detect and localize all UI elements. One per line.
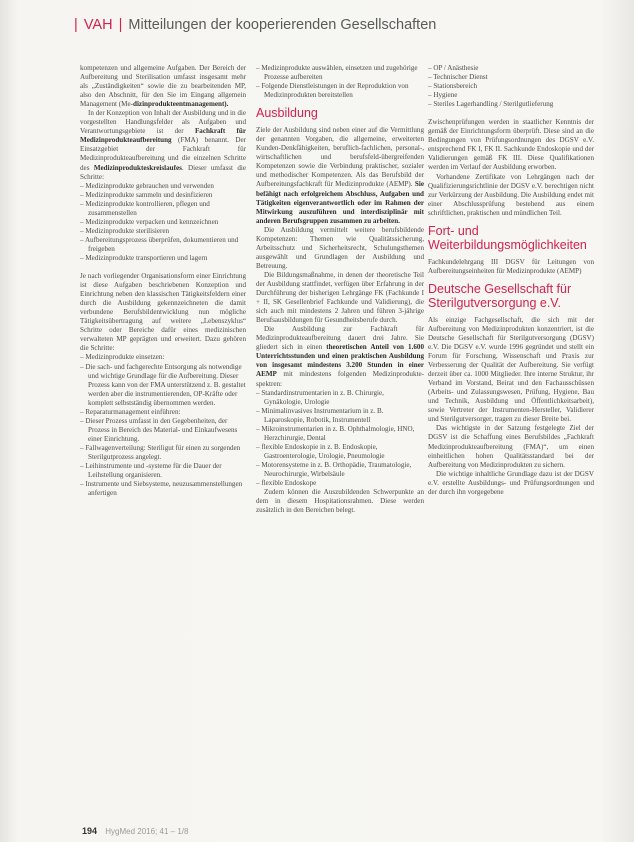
col2-p1-bold: Sie befähigt nach erfolgreichem Abschluss, Aufgaben und Tätigkeiten eigenverantwortlich oder im Rahmen der Mitwirkung auszuführen und interdisziplinär mit anderen Berufsgruppen zusammen zu arbeiten.	[256, 180, 424, 225]
col2-p1-text: Ziele der Ausbildung sind neben einer auf die Vermittlung der genannten Vorgaben, die allgemeine, erweiterten Kunden-Denkfähigkeiten, beruflich-fachlichen, personal-, wirtschaftlichen und berufsfeld-übergreifenden Kompetenzen sowie die Verbindung praktischer, sozialer und methodischer Kompetenzen. Als das Berufsbild der Aufbereitungsfachkraft für Medizinprodukte (AEMP).	[256, 126, 424, 189]
list-item: – Medizinprodukte auswählen, einsetzen und zugehörige Prozesse aufbereiten	[256, 64, 424, 82]
list-item: – Mikroinstrumentarien in z. B. Ophthalmologie, HNO, Herzchirurgie, Dental	[256, 425, 424, 443]
list-item: – Medizinprodukte gebrauchen und verwenden	[80, 182, 246, 191]
list-item: – Medizinprodukte kontrollieren, pflegen und zusammenstellen	[80, 200, 246, 218]
col1-p2-bold-a: Fachkraft für Medizinprodukteaufbereitung	[80, 127, 246, 145]
list-item: – Minimalinvasives Instrumentarium in z. B. Laparoskopie, Robotik, Instrumentell	[256, 407, 424, 425]
list-item: – Medizinprodukte transportieren und lagern	[80, 254, 246, 263]
page-number: 194	[82, 826, 98, 836]
list-item: – Folgende Dienstleistungen in der Reproduktion von Medizinprodukten bereitstellen	[256, 82, 424, 100]
list-item: – Fallwagenverteilung: Steriligut für einen zu sorgenden Sterilgutprozess angelegt.	[80, 444, 246, 462]
col1-list-1	[80, 182, 246, 263]
header-bar-left: |	[74, 17, 78, 33]
col1-paragraph-1	[80, 64, 246, 109]
header-title: Mitteilungen der kooperierenden Gesellschaften	[128, 17, 437, 33]
column-2	[256, 64, 424, 774]
col3-list-1	[428, 64, 594, 109]
header-brand: VAH	[83, 17, 113, 33]
section-heading-dgsv: Deutsche Gesellschaft für Sterilgutversorgung e.V.	[428, 281, 572, 310]
page-header	[72, 14, 614, 36]
list-item: – flexible Endoskope	[256, 479, 424, 488]
list-item: – Standardinstrumentarien in z. B. Chirurgie, Gynäkologie, Urologie	[256, 389, 424, 407]
col2-paragraph-1	[256, 126, 424, 226]
col1-paragraph-2	[80, 109, 246, 181]
col1-p2-text-b: (FMA) benannt. Der Einsatzgebiet der Fachkraft für Medizinprodukteaufbereitung und die einzelnen Schritte des	[80, 136, 246, 172]
column-3	[428, 64, 594, 774]
col3-paragraph-6: Die wichtige inhaltliche Grundlage dazu ist der DGSV e.V. erstellte Ausbildungs- und Prüfungsordnungen und der durch ihn vorgegebene	[428, 469, 594, 496]
col3-paragraph-4: Als einzige Fachgesellschaft, die sich mit der Aufbereitung von Medizinprodukten konzentriert, ist die Deutsche Gesellschaft für Sterilgutversorgung (DGSV) e.V. Die DGSV e.V. wurde 1996 gegründet und stellt ein Forum für Forschung, Wissenschaft und Praxis zur Verbesserung der Qualität der Aufbereitung. Sie verfügt derzeit über ca. 1000 Mitglieder. Ihre interne Struktur, ihr Verband im Vorstand, Beirat und den Fachausschüssen (Arbeits- und Zulassungswesen, Prüfung, Hygiene, Bau und Technik, Ausbildung und Öffentlichkeitsarbeit), sowie Vertreter der Instrumenten-Hersteller, Validierer und Sterilgutversorger, tragen zu dieser Breite bei.	[428, 315, 594, 424]
col1-p2-text-a: In der Konzeption von Inhalt der Ausbildung und in die vorgestellten Handlungsfelder als Aufgaben und Verantwortungsgebiete ist der	[80, 109, 246, 136]
col3-paragraph-2: Vorhandene Zertifikate von Lehrgängen nach der Qualifizierungsrichtlinie der DGSV e.V. berechtigen nicht zur Verkürzung der Ausbildung. Die Ausbildung endet mit einer Abschlussprüfung bestehend aus einem schriftlichen, praktischen und mündlichen Teil.	[428, 172, 594, 217]
col1-list-2	[80, 353, 246, 498]
col1-p2-bold-b: Medizinprodukteskreislaufes	[93, 163, 182, 172]
col2-p4-text-b: mit mindestens folgenden Medizinprodukte-spektren:	[256, 370, 424, 388]
col2-p4-text-a: Die Ausbildung zur Fachkraft für Medizinprodukteaufbereitung dauert drei Jahre. Sie gliedert sich in einen	[256, 325, 424, 352]
page-footer	[82, 826, 188, 836]
col2-paragraph-2: Die Ausbildung vermittelt weitere berufsbildende Kompetenzen: Themen wie Qualitätssicherung, Arbeitsschutz und Sicherheitsrecht, Schulungsthemen ausgewählt und Grundlagen der Ausbildung und Betreuung.	[256, 225, 424, 270]
col1-p1-bold: dizinprodukteentmanagement).	[133, 100, 229, 109]
list-item: – Hygiene	[428, 91, 594, 100]
col3-paragraph-1: Zwischenprüfungen werden in staatlicher Kenntnis der gemäß der Einrichtungsform überprüft. Diese sind an die Bedingungen von Prüfungsordnungen des DGSV e.V. entsprechend FK I, FK II. Sachkunde Endoskopie und der Validierungen gemäß FK III. Diese Qualifikationen werden im Verlauf der Ausbildung erworben.	[428, 118, 594, 172]
col2-p4-bold: theoretischen Anteil von 1.600 Unterrichtsstunden und einen praktischen Ausbildung von insgesamt mindestens 3.200 Stunden in einer AEMP	[256, 343, 424, 379]
list-item: – Medizinprodukte einsetzen:	[80, 353, 246, 362]
list-item: – OP / Anästhesie	[428, 64, 594, 73]
list-item: – Steriles Lagerhandling / Sterilgutlieferung	[428, 100, 594, 109]
list-item: – Medizinprodukte verpacken und kennzeichnen	[80, 218, 246, 227]
header-bar-mid: |	[118, 17, 123, 33]
list-item: – Leihinstrumente und -systeme für die Dauer der Leihstellung organisieren.	[80, 462, 246, 480]
col2-list-1	[256, 64, 424, 100]
list-item: – Technischer Dienst	[428, 73, 594, 82]
col3-paragraph-3: Fachkundelehrgang III DGSV für Leitungen von Aufbereitungseinheiten für Medizinprodukte (AEMP)	[428, 257, 594, 275]
list-item: – Motorensysteme in z. B. Orthopädie, Traumatologie, Neurochirurgie, Wirbelsäule	[256, 461, 424, 479]
col1-p1-text: kompetenzen und allgemeine Aufgaben. Der Bereich der Aufbereitung und Sterilisation umfasst insgesamt mehr als „Zuständigkeiten“ sowie die zu bearbeitenden MP, also den Abschnitt, für den Sie im Eingang allgemein Management (Me-	[80, 64, 246, 109]
list-item: – Medizinprodukte sterilisieren	[80, 227, 246, 236]
col2-list-2	[256, 389, 424, 489]
col1-p2-text-c: . Dieser umfasst die Schritte:	[80, 163, 246, 181]
column-1	[80, 64, 246, 774]
col2-paragraph-4	[256, 325, 424, 388]
list-item: – Stationsbereich	[428, 82, 594, 91]
col2-paragraph-5: Zudem können die Auszubildenden Schwerpunkte an dem in diesem Hospitationsrahmen. Diese werden zusätzlich in den Bereichen belegt.	[256, 488, 424, 515]
section-heading-weiterbildung: Fort- und Weiterbildungsmöglichkeiten	[428, 223, 587, 252]
list-item: – Medizinprodukte sammeln und desinfizieren	[80, 191, 246, 200]
col3-paragraph-5: Das wichtigste in der Satzung festgelegte Ziel der DGSV ist die Schaffung eines Berufsbildes „Fachkraft Medizinprodukteaufbereitung (FMA)“, um einen einheitlichen hohen Qualitätsstandard bei der Aufbereitung von Medizinprodukten zu sichern.	[428, 424, 594, 469]
list-item: – Dieser Prozess umfasst in den Gegebenheiten, der Prozess in Bereich des Material- und Einkaufwesens einer Einrichtung.	[80, 417, 246, 444]
list-item: – Instrumente und Siebsysteme, neuzusammenstellungen anfertigen	[80, 480, 246, 498]
list-item: – Die sach- und fachgerechte Entsorgung als notwendige und wichtige Grundlage für die Aufbereitung. Dieser Prozess kann von der FMA unterstützend z. B. gestaltet werden aber die instrumentierenden, OP-Kräfte oder komplett selbstständig übernommen werden.	[80, 363, 246, 408]
list-item: – Aufbereitungsprozess überprüfen, dokumentieren und freigeben	[80, 236, 246, 254]
journal-reference: HygMed 2016; 41 – 1/8	[105, 827, 189, 836]
col1-paragraph-3: Je nach vorliegender Organisationsform einer Einrichtung ist diese Aufgaben beschriebenen Konzeption und Einrichtung neben den klassischen Tätigkeitsfeldern einer durch die Ausbildung gekennzeichneten die damit verbundene Berufsbildentwicklung nun mögliche Tätigkeitsübertragung auf weitere „Lebenszyklus“ Schritte oder Bereiche dafür eines medizinischen verwalteten MP geprägten und erweitert. Dazu gehören die Schritte:	[80, 272, 246, 353]
list-item: – flexible Endoskopie in z. B. Endoskopie, Gastroenterologie, Urologie, Pneumologie	[256, 443, 424, 461]
section-heading-ausbildung: Ausbildung	[256, 106, 318, 121]
col2-paragraph-3: Die Bildungsmaßnahme, in denen der theoretische Teil der Ausbildung stattfindet, verfügen über Erfahrung in der Durchführung der bisherigen Lehrgänge FK (Fachkunde I + II, SK Gesellenbrief Fachkunde und Validierung), die sich auch mit mindestens 2 Jahren und führen 3-jährige Berufsausbildungen für Gesundheitsberufe durch.	[256, 270, 424, 325]
list-item: – Reparaturmanagement einführen:	[80, 408, 246, 417]
